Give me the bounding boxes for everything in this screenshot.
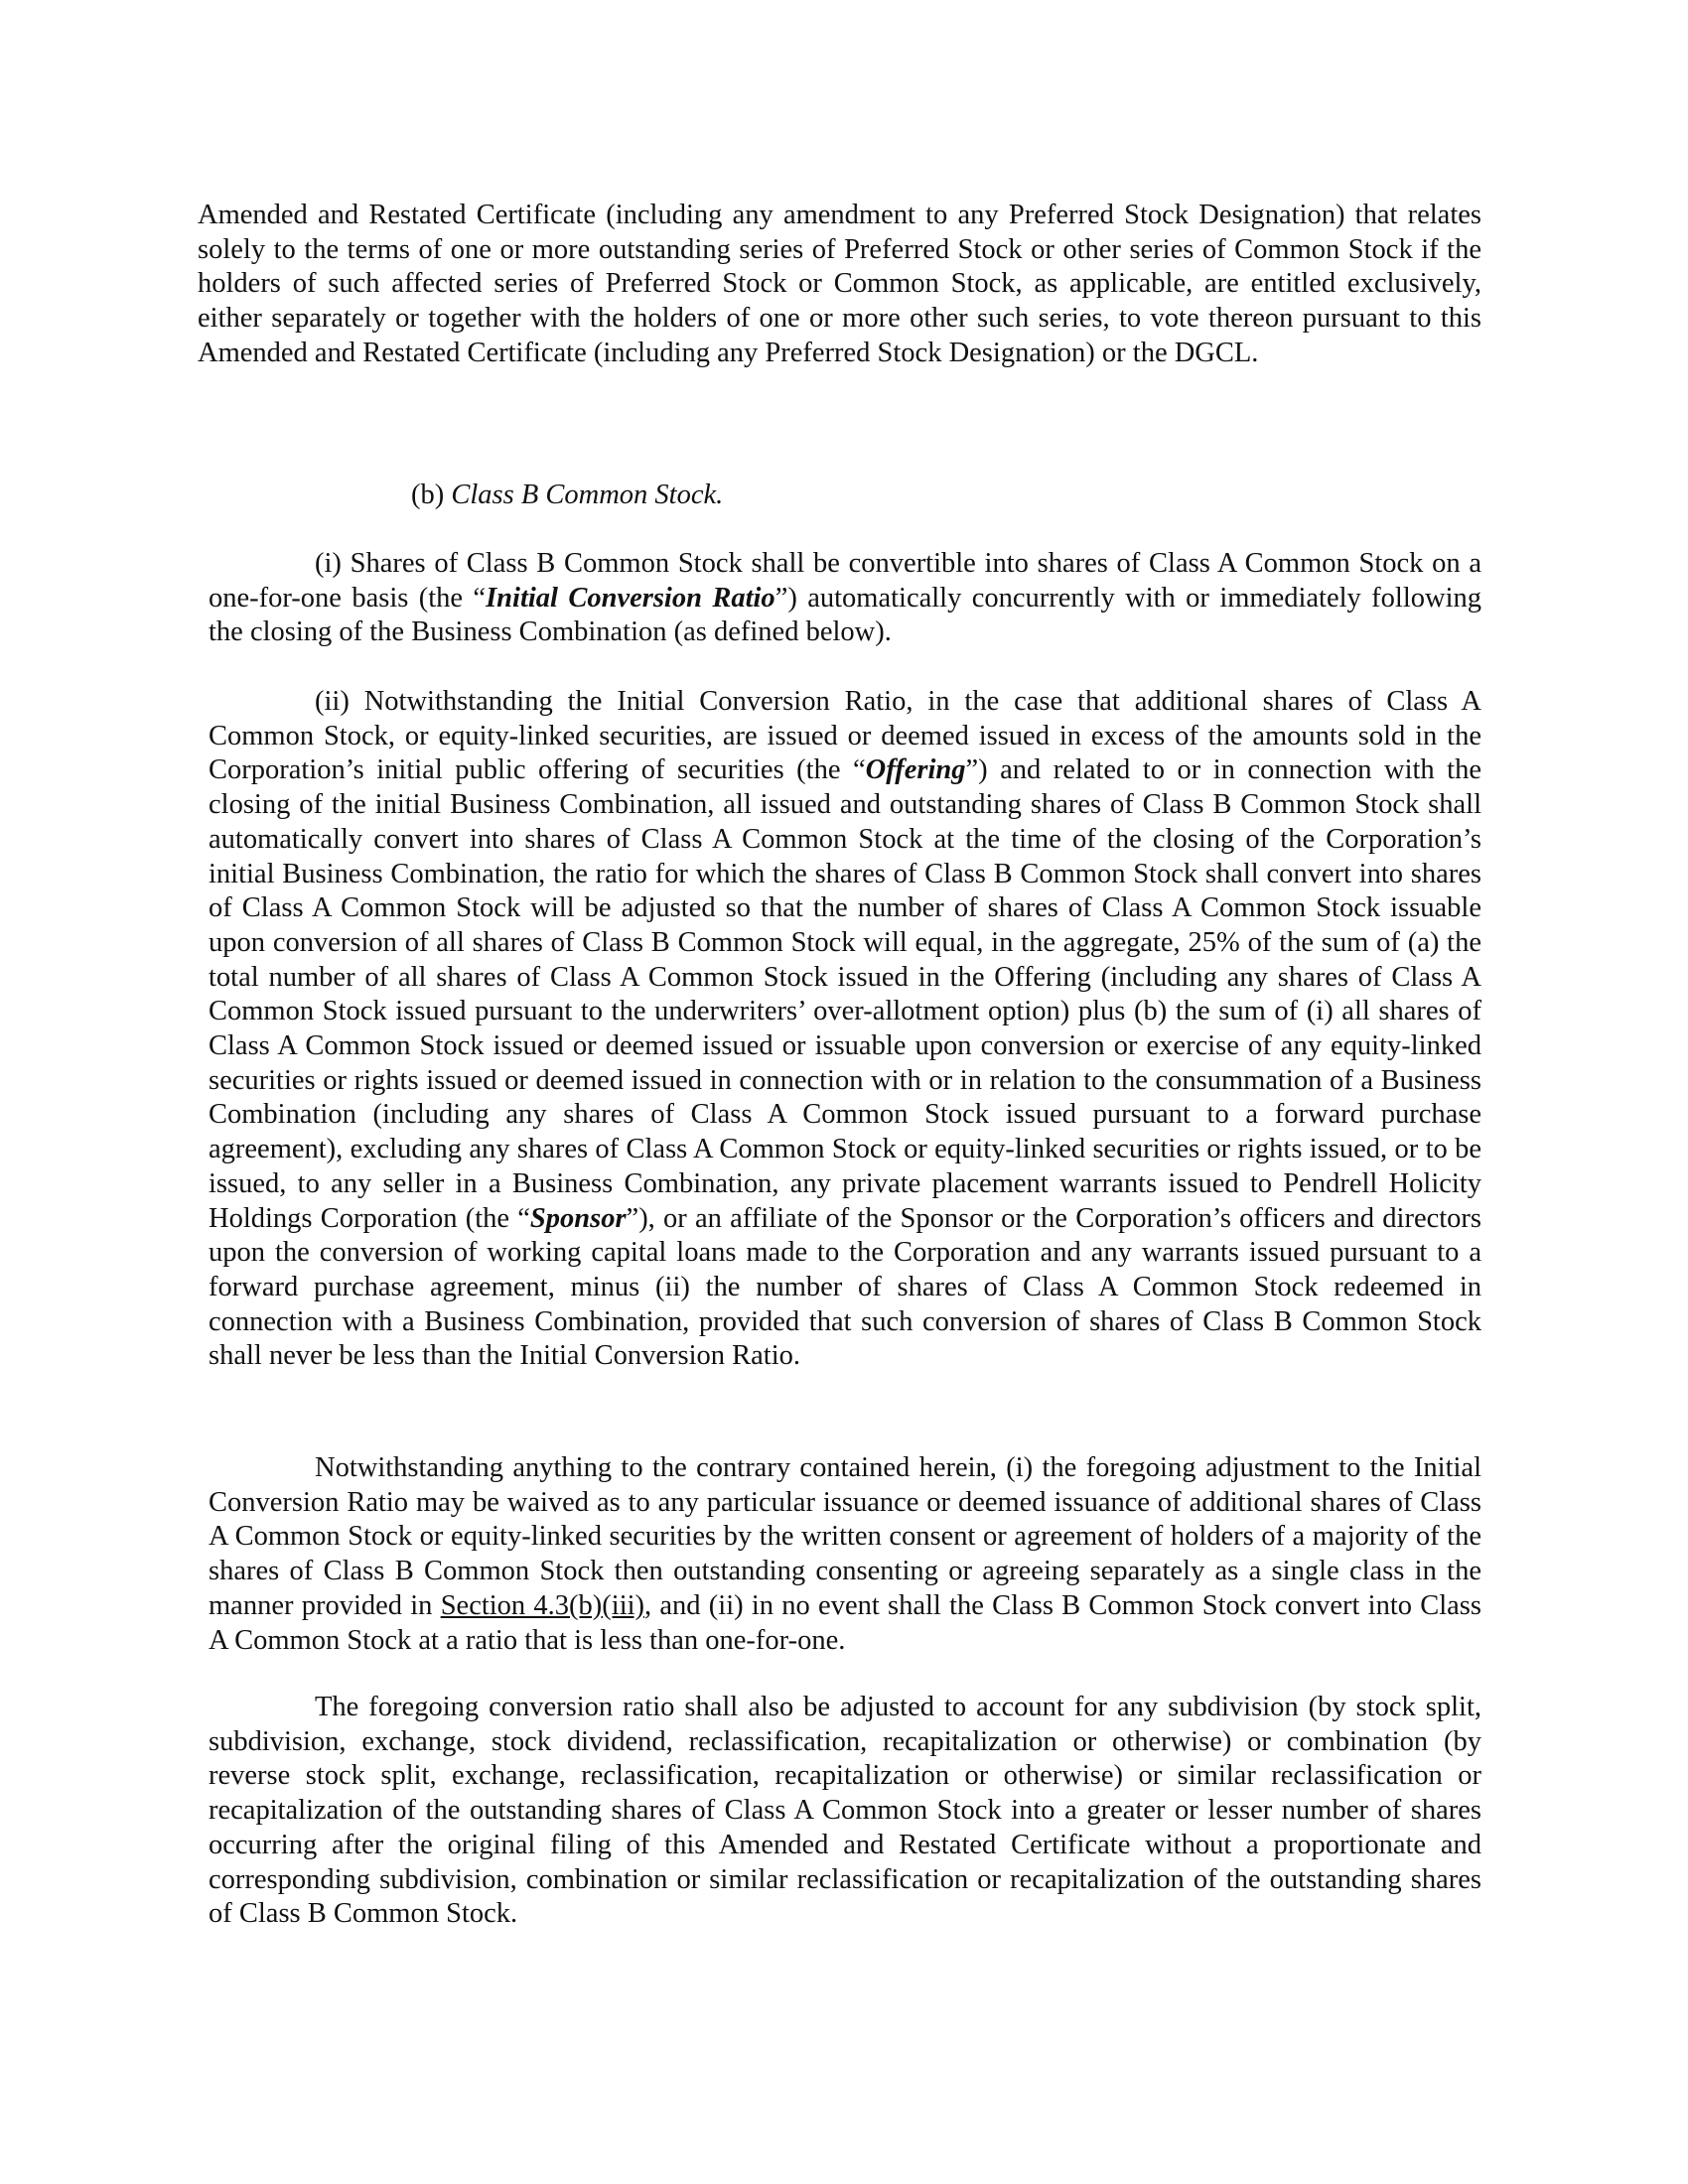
heading-title: Class B Common Stock. xyxy=(451,479,724,510)
paragraph-i-text-1: (i) Shares of Class B Common Stock shall be convertible into shares of Class A Common Stock on a one-for-one basis (the “ xyxy=(209,548,1481,614)
paragraph-i xyxy=(209,547,1481,650)
paragraph-ii-text-1: (ii) Notwithstanding the Initial Conversion Ratio, in the case that additional shares of Class A Common Stock, or equity-linked securities, are issued or deemed issued in excess of the amounts sold in the Corporation’s initial public offering of securities (the “ xyxy=(209,686,1481,786)
defined-term-sponsor: Sponsor xyxy=(529,1202,627,1234)
section-heading-class-b xyxy=(411,478,723,513)
defined-term-offering: Offering xyxy=(865,754,966,786)
paragraph-notwithstanding-text-2: , and (ii) in no event shall the Class B Common Stock convert into Class A Common Stock at a ratio that is less than one-for-one. xyxy=(209,1589,1481,1656)
paragraph-ii xyxy=(209,685,1481,1374)
defined-term-initial-conversion-ratio: Initial Conversion Ratio xyxy=(486,582,775,614)
paragraph-continuation: Amended and Restated Certificate (including any amendment to any Preferred Stock Designation) that relates solely to the terms of one or more outstanding series of Preferred Stock or other series of Common Stock if the holders of such affected series of Preferred Stock or Common Stock, as applicable, are entitled exclusively, either separately or together with the holders of one or more other such series, to vote thereon pursuant to this Amended and Restated Certificate (including any Preferred Stock Designation) or the DGCL. xyxy=(198,200,1481,368)
paragraph-notwithstanding-text-1: Notwithstanding anything to the contrary contained herein, (i) the foregoing adjustment to the Initial Conversion Ratio may be waived as to any particular issuance or deemed issuance of additional shares of Class A Common Stock or equity-linked securities by the written consent or agreement of holders of a majority of the shares of Class B Common Stock then outstanding consenting or agreeing separately as a single class in the manner provided in xyxy=(209,1452,1481,1621)
paragraph-ii-text-2: ”) and related to or in connection with the closing of the initial Business Combination, all issued and outstanding shares of Class B Common Stock shall automatically convert into shares of Class A Common Stock at the time of the closing of the Corporation’s initial Business Combination, the ratio for which the shares of Class B Common Stock shall convert into shares of Class A Common Stock will be adjusted so that the number of shares of Class A Common Stock issuable upon conversion of all shares of Class B Common Stock will equal, in the aggregate, 25% of the sum of (a) the total number of all shares of Class A Common Stock issued in the Offering (including any shares of Class A Common Stock issued pursuant to the underwriters’ over-allotment option) plus (b) the sum of (i) all shares of Class A Common Stock issued or deemed issued or issuable upon conversion or exercise of any equity-linked securities or rights issued or deemed issued in connection with or in relation to the consummation of a Business Combination (including any shares of Class A Common Stock issued pursuant to a forward purchase agreement), excluding any shares of Class A Common Stock or equity-linked securities or rights issued, or to be issued, to any seller in a Business Combination, any private placement warrants issued to Pendrell Holicity Holdings Corporation (the “ xyxy=(209,754,1481,1234)
paragraph-ii-text-3: ”), or an affiliate of the Sponsor or the Corporation’s officers and directors upon the conversion of working capital loans made to the Corporation and any warrants issued pursuant to a forward purchase agreement, minus (ii) the number of shares of Class A Common Stock redeemed in connection with a Business Combination, provided that such conversion of shares of Class B Common Stock shall never be less than the Initial Conversion Ratio. xyxy=(209,1202,1482,1372)
paragraph-notwithstanding xyxy=(209,1451,1481,1658)
paragraph-i-text-2: ”) automatically concurrently with or immediately following the closing of the Business Combination (as defined below). xyxy=(209,582,1481,648)
paragraph-foregoing-conversion: The foregoing conversion ratio shall also be adjusted to account for any subdivision (by stock split, subdivision, exchange, stock dividend, reclassification, recapitalization or otherwise) or combination (by reverse stock split, exchange, reclassification, recapitalization or otherwise) or similar reclassification or recapitalization of the outstanding shares of Class A Common Stock into a greater or lesser number of shares occurring after the original filing of this Amended and Restated Certificate without a proportionate and corresponding subdivision, combination or similar reclassification or recapitalization of the outstanding shares of Class B Common Stock. xyxy=(209,1692,1481,1930)
section-reference-link: Section 4.3(b)(iii) xyxy=(440,1589,645,1621)
heading-number: (b) xyxy=(411,479,445,510)
